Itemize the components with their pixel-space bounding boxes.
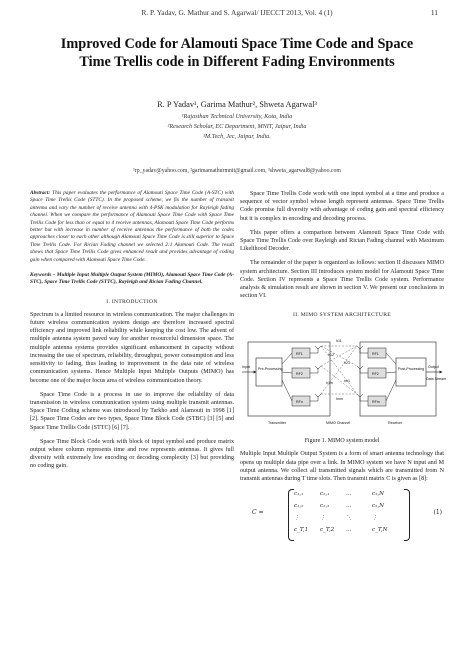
matrix-row-3: ⋮ ⋮ ⋱ ⋮	[294, 515, 378, 522]
data-stream-label: Data Stream	[426, 377, 447, 382]
author-list: R. P Yadav¹, Garima Mathur², Shweta Agarwal³	[157, 100, 317, 109]
rx-rf1-label: RF1	[372, 352, 379, 357]
figure-caption: Figure 1. MIMO system model	[304, 438, 380, 445]
intro-paragraph-3: Space Time Block Code work with block of input symbol and produce matrix output where column represents time and row represents antennas. It gives full diversity with extremely low encoding or decoding complexity [3] but providing no coding gain.	[30, 438, 234, 470]
page-number: 11	[430, 8, 438, 17]
rx-antennas	[357, 346, 368, 401]
right-paragraph-3: The remainder of the paper is organized as follows: section II discusses MIMO system architecture. Section III introduces system model for Alamouti Space Time Code. Section IV represents a Space Time Trellis Code system. Performance analysis & simulation result are shown in section V. We present our conclusions in section VI.	[240, 260, 444, 300]
mimo-diagram	[240, 324, 447, 432]
receiver-label: Receiver	[388, 421, 403, 426]
tx-antennas	[310, 346, 321, 401]
equation-number: (1)	[433, 509, 442, 517]
after-figure-paragraph: Multiple Input Multiple Output System is a form of smart antenna technology that opens up multiple data pipe over a link. In MIMO system we have N input and M output antenna. We collect all transmitted signals which are transmitted from N transmit antennas during T time slots. Then transmit matrix C is given as [8]:	[240, 451, 444, 483]
section-heading-introduction: I. INTRODUCTION	[106, 298, 158, 305]
matrix-right-bracket	[404, 489, 410, 541]
right-paragraph-1: Space Time Trellis Code work with one input symbol at a time and produce a sequence of vector symbol whose length represent antennas. Space Time Trellis Code promise full diversity with advantage of coding gain and spectral efficiency but it is complex in encoding and decoding process.	[240, 191, 444, 222]
transmitter-label: Transmitter	[268, 421, 287, 426]
transmit-matrix-equation	[240, 487, 444, 541]
intro-paragraph-2: Space Time Code is a process in use to improve the reliability of data transmission in wireless communication system using multiple transmit antennas. Space Time Coding scheme was introduced by Tarkho and Alamouti in 1998 [1] [2]. Space Time Codes are two types, Space Time Block Code (STBC) [3] [5] and Space Time Trellis Code (STTC) [6] [7].	[30, 391, 234, 431]
affiliation-1: ¹Rajasthan Technical University, Kota, India	[181, 113, 293, 120]
matrix-row-4: c_T,1 c_T,2 … c_T,N	[294, 527, 388, 534]
post-processing-label: Post-Processing	[398, 367, 425, 372]
abstract-text: This paper evaluates the performance of Alamouti Space Time Code (A-STC) with Space Time Trellis Code (STTC). In the proposed scheme, we fix the number of transmit antenna and vary the number of receive antenna with 4-PSK modulation for Rayleigh fading channel. When we compare the performance of Alamouti Space Time Code with Space Time Trellis Code for less than or equal to 4 receive antennas, Alamouti Space Time Code performs better but with increase in number of receive antennas the performance of both the codes approaches closer to each other although Alamouti Space Time Code is still superior to Space Time Trellis Code. For Rician Fading channel we selected 2:1 Alamouti Code. The result shows that Space Time Trellis Code gives enhanced result and provides advantage of coding gain when compared with Alamouti Space Time Code.	[30, 190, 234, 263]
abstract	[30, 190, 234, 264]
keywords: Keywords – Multiple Input Multiple Output System (MIMO), Alamouti Space Time Code (A-STC), Space Time Trellis Code (STTC), Rayleigh and Rician Fading Channel.	[30, 272, 234, 286]
h1m-label: h1m	[326, 381, 333, 386]
post-processing-box	[396, 358, 426, 386]
affiliation-2: ²Research Scholar, EC Department, MNIT, Jaipur, India	[167, 123, 307, 130]
abstract-label: Abstract:	[30, 190, 51, 196]
channel-paths	[321, 346, 357, 394]
hnm-label: hnm	[336, 397, 343, 402]
right-column	[240, 190, 447, 541]
rx-rf2-label: RF2	[372, 372, 379, 377]
intro-paragraph-1: Spectrum is a limited resource in wireless communication. The major challenges in future wireless communication system design are therefore increased spectral efficiency and improved link reliability while keeping the cost low. The advent of multiple antenna system paved way for another resourceful dimension space. The multiple antenna systems provides significant enhancement in capacity without increasing the use of spectrum, reliability, throughput, power consumption and less sensitivity to fading, thus leading to improvement in the data rate of wireless communication systems. Hence Multiple Input Multiple Outputs (MIMO) has become one of the major focus area of wireless communication theory.	[30, 311, 234, 384]
pre-processing-box	[256, 358, 282, 386]
h12-label: h12	[328, 353, 334, 358]
hn1-label: hn1	[344, 379, 350, 384]
input-label: Input	[242, 365, 250, 370]
mimo-channel-label: MIMO Channel	[326, 421, 351, 426]
section-heading-mimo: II. MIMO SYSTEM ARCHITECTURE	[293, 312, 391, 319]
matrix-row-2: c₁,₂ c₂,₂ … c₂,N	[294, 503, 385, 510]
mimo-system-figure	[240, 324, 447, 432]
h11-label: h11	[336, 339, 342, 344]
running-head: R. P. Yadav, G. Mathur and S. Agarwal/ IJECCT 2013, Vol. 4 (1)	[141, 8, 333, 17]
author-emails: ¹rp_yadav@yahoo.com, ²garimamathurmnit@gmail.com, ³shweta_agarwal8@yahoo.com	[133, 168, 341, 174]
paper-title: Improved Code for Alamouti Space Time Code and Space Time Trellis code in Different Fading Environments	[60, 36, 414, 70]
tx-rf2-label: RF2	[296, 372, 303, 377]
left-column	[30, 190, 234, 471]
output-label: Output	[428, 365, 439, 370]
tx-rf1-label: RF1	[296, 352, 303, 357]
right-paragraph-2: This paper offers a comparison between Alamouti Space Time Code with Space Time Trellis Code over Rayleigh and Rician Fading channel with Maximum Likelihood Decoder.	[240, 229, 444, 253]
rx-rfm-label: RFm	[372, 400, 380, 405]
pre-processing-label: Pre-Processing	[258, 367, 283, 372]
equation-label: C =	[252, 509, 264, 517]
h21-label: h21	[344, 361, 350, 366]
affiliation-3: ³M.Tech, Jec, Jaipur, India.	[203, 133, 271, 140]
matrix-row-1: c₁,₁ c₂,₁ … c₁,N	[294, 491, 385, 498]
tx-rfn-label: RFn	[296, 400, 303, 405]
